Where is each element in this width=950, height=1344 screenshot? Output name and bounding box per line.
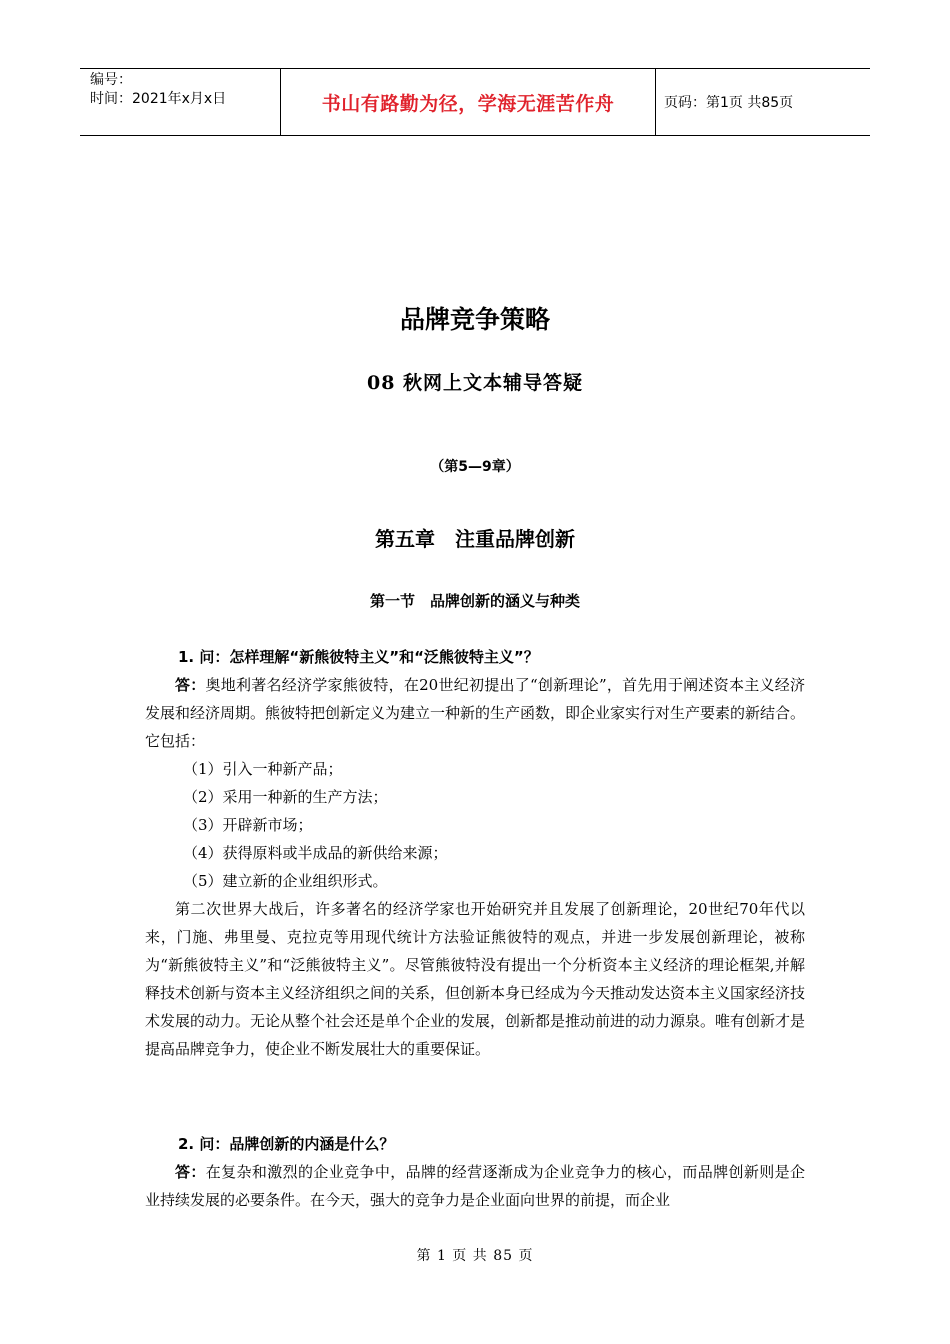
list-item: （1）引入一种新产品； [183, 760, 343, 778]
answer-label: 答： [175, 676, 206, 694]
header-meta [80, 69, 281, 135]
number-label: 编号： [90, 72, 132, 88]
list-item: （3）开辟新市场； [183, 816, 313, 834]
document-title: 品牌竞争策略 [399, 305, 550, 334]
list-item: （2）采用一种新的生产方法； [183, 788, 388, 806]
answer-2 [145, 1158, 805, 1214]
question-2: 2. 问：品牌创新的内涵是什么？ [178, 1135, 395, 1153]
page-footer: 第 1 页 共 85 页 [416, 1248, 534, 1264]
chapter-range: （第5—9章） [430, 459, 520, 475]
question-1: 1. 问：怎样理解“新熊彼特主义”和“泛熊彼特主义”？ [178, 648, 539, 666]
page-header [80, 68, 870, 136]
answer-2-text: 在复杂和激烈的企业竞争中，品牌的经营逐渐成为企业竞争力的核心，而品牌创新则是企业持续发展的必要条件。在今天，强大的竞争力是企业面向世界的前提，而企业 [145, 1163, 805, 1209]
header-motto: 书山有路勤为径，学海无涯苦作舟 [281, 69, 656, 135]
answer-1-paragraph-2: 第二次世界大战后，许多著名的经济学家也开始研究并且发展了创新理论，20世纪70年代以来，门施、弗里曼、克拉克等用现代统计方法验证熊彼特的观点，并进一步发展创新理论，被称为“新熊彼特主义”和“泛熊彼特主义”。尽管熊彼特没有提出一个分析资本主义经济的理论框架,并解释技术创新与资本主义经济组织之间的关系，但创新本身已经成为今天推动发达资本主义国家经济技术发展的动力。无论从整个社会还是单个企业的发展，创新都是推动前进的动力源泉。唯有创新才是提高品牌竞争力，使企业不断发展壮大的重要保证。 [145, 900, 806, 1058]
question-2-block [145, 1130, 805, 1214]
answer-label: 答： [175, 1163, 206, 1181]
header-page-code: 页码：第1页 共85页 [664, 95, 794, 111]
section-title: 第一节 品牌创新的涵义与种类 [369, 592, 580, 610]
answer-1 [145, 671, 805, 755]
list-item: （5）建立新的企业组织形式。 [183, 872, 388, 890]
document-subtitle: 08 秋网上文本辅导答疑 [366, 372, 584, 394]
question-1-block [145, 643, 805, 1063]
list-item: （4）获得原料或半成品的新供给来源； [183, 844, 448, 862]
answer-1-text: 奥地利著名经济学家熊彼特，在20世纪初提出了“创新理论”，首先用于阐述资本主义经济发展和经济周期。熊彼特把创新定义为建立一种新的生产函数，即企业家实行对生产要素的新结合。它包括： [145, 676, 806, 750]
time-label: 时间：2021年x月x日 [90, 91, 227, 107]
chapter-title: 第五章 注重品牌创新 [375, 527, 575, 551]
